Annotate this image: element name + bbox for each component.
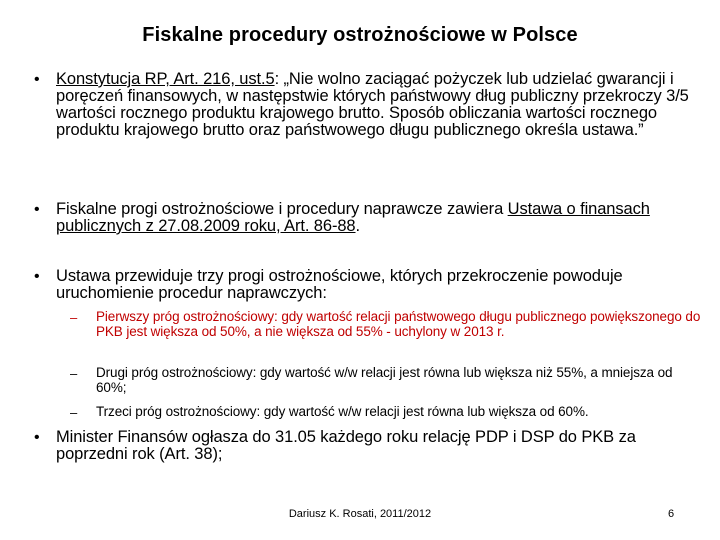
constitution-reference-link[interactable]: Konstytucja RP, Art. 216, ust.5 xyxy=(56,70,275,88)
threshold-item-third: Trzeci próg ostrożnościowy: gdy wartość w/w relacji jest równa lub większa od 60%. xyxy=(96,404,589,419)
footer-author: Dariusz K. Rosati, 2011/2012 xyxy=(288,508,432,520)
constitution-quote: : „Nie wolno zaciągać pożyczek lub udzielać gwarancji i poręczeń finansowych, w następstwie których państwowy dług publiczny przekroczy 3/5 wartości rocznego produktu krajowego brutto. Sposób obliczania wartości rocznego produktu krajowego brutto oraz państwowego długu publicznego określa ustawa.” xyxy=(56,70,689,139)
fiscal-thresholds-end: . xyxy=(355,217,360,235)
bullet-marker: • xyxy=(34,71,40,88)
three-thresholds-text: Ustawa przewiduje trzy progi ostrożnościowe, których przekroczenie powoduje uruchomienie procedur naprawczych: xyxy=(56,267,623,302)
bullet-marker: • xyxy=(34,201,40,218)
bullet-fiscal-thresholds xyxy=(56,201,706,235)
bullet-minister-announcement xyxy=(56,429,706,463)
slide-title: Fiskalne procedury ostrożnościowe w Polsce xyxy=(142,24,578,46)
public-finance-act-link[interactable]: Ustawa o finansach publicznych z 27.08.2009 roku, Art. 86-88 xyxy=(56,200,650,235)
page-number: 6 xyxy=(668,508,675,520)
minister-announcement-text: Minister Finansów ogłasza do 31.05 każdego roku relację PDP i DSP do PKB za poprzedni rok (Art. 38); xyxy=(56,428,636,463)
bullet-constitution xyxy=(56,71,706,139)
bullet-three-thresholds xyxy=(56,268,706,302)
bullet-marker: • xyxy=(34,268,40,285)
threshold-item-first: Pierwszy próg ostrożnościowy: gdy wartość relacji państwowego długu publicznego powiększonego do PKB jest większa od 50%, a nie większa od 55% - uchylony w 2013 r. xyxy=(96,309,701,339)
dash-marker: – xyxy=(70,405,78,420)
fiscal-thresholds-text: Fiskalne progi ostrożnościowe i procedury naprawcze zawiera xyxy=(56,200,508,218)
threshold-item-second: Drugi próg ostrożnościowy: gdy wartość w/w relacji jest równa lub większa niż 55%, a mniejsza od 60%; xyxy=(96,365,673,395)
dash-marker: – xyxy=(70,366,78,381)
bullet-marker: • xyxy=(34,429,40,446)
dash-marker: – xyxy=(70,310,78,325)
